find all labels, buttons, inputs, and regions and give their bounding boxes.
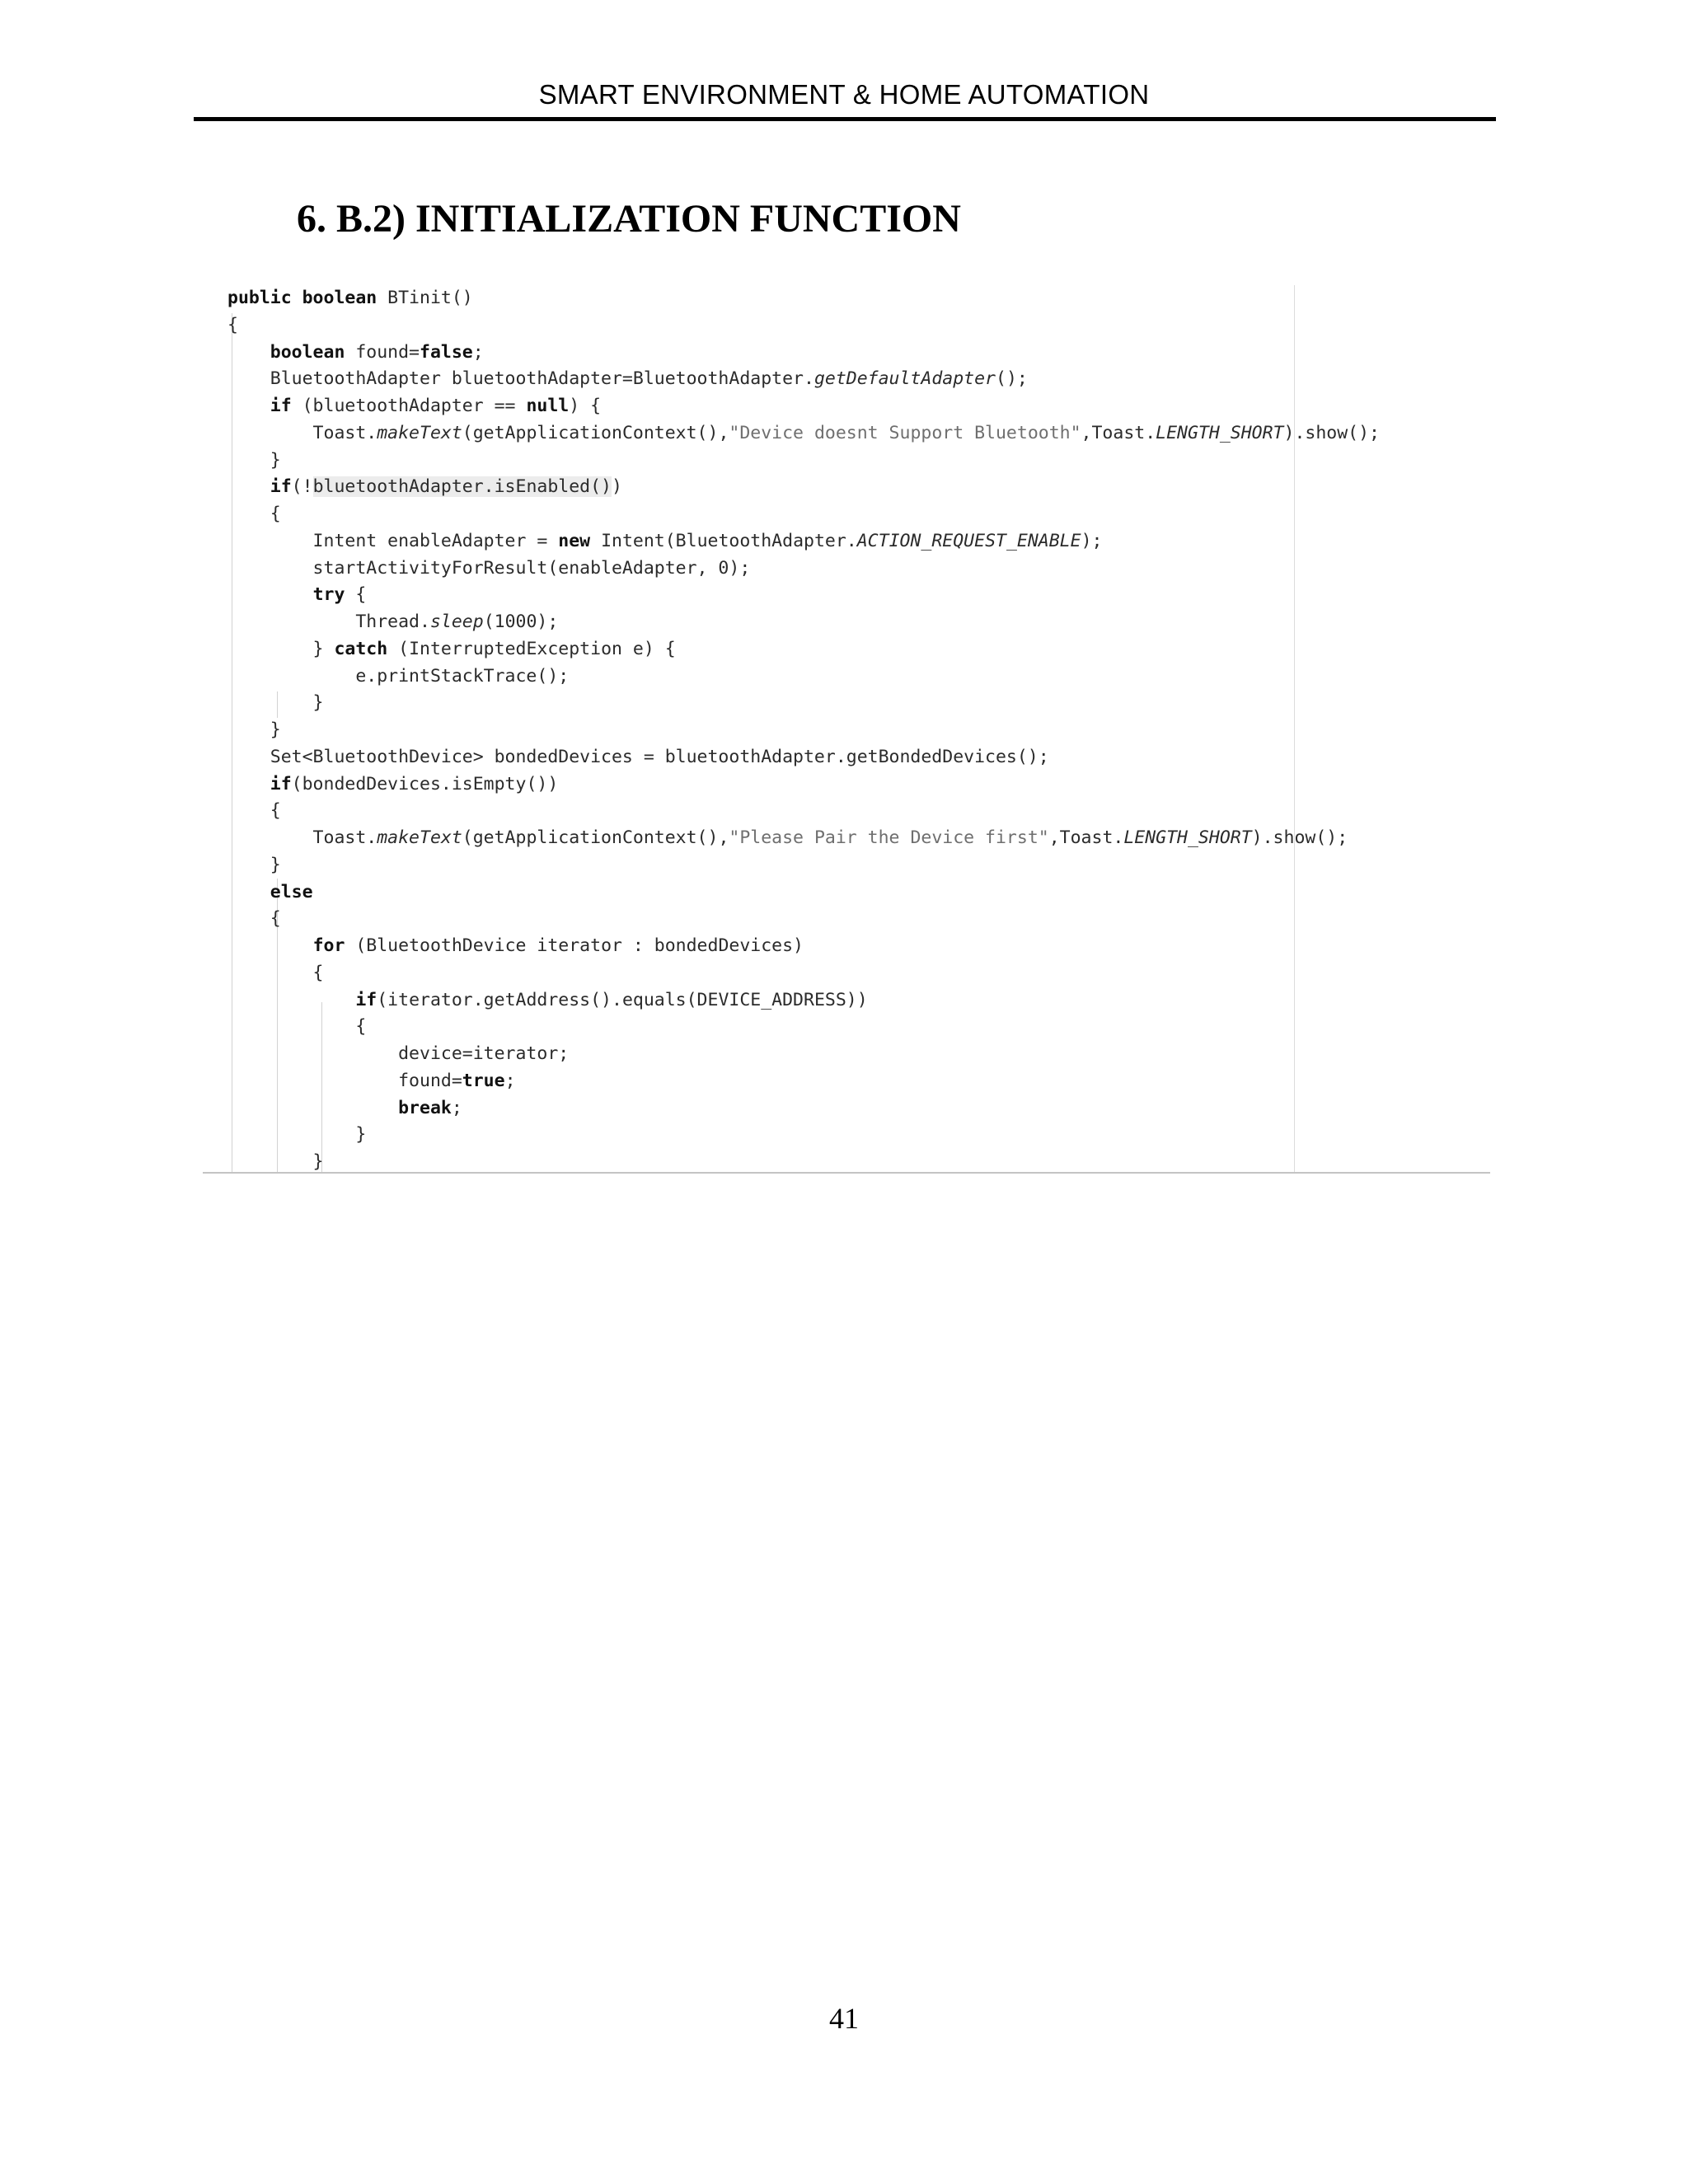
- code-token: "Please Pair the Device first": [729, 827, 1049, 848]
- code-line: [227, 582, 1380, 609]
- code-token: }: [227, 449, 281, 471]
- code-token: LENGTH_SHORT: [1123, 827, 1252, 848]
- code-token: Thread.: [227, 612, 430, 632]
- code-token: [227, 774, 270, 794]
- code-token: }: [227, 692, 324, 714]
- code-token: ;: [504, 1070, 516, 1091]
- code-token: }: [227, 854, 281, 875]
- code-token: BluetoothAdapter bluetoothAdapter=BluetoothAdapter.: [227, 368, 814, 390]
- code-token: (!: [291, 476, 313, 498]
- code-token: Intent(BluetoothAdapter.: [590, 530, 857, 551]
- section-heading: 6. B.2) INITIALIZATION FUNCTION: [297, 197, 961, 241]
- code-line: [227, 555, 1380, 583]
- code-token: ,Toast.: [1048, 827, 1124, 848]
- code-token: ,Toast.: [1081, 422, 1156, 443]
- code-token: true: [462, 1070, 505, 1091]
- code-line: [227, 474, 1380, 501]
- code-line: [227, 1095, 1380, 1122]
- code-line: [227, 609, 1380, 636]
- code-line: [227, 663, 1380, 691]
- code-token: Set<BluetoothDevice> bondedDevices = bluetoothAdapter.getBondedDevices();: [227, 746, 1049, 767]
- code-token: ACTION_REQUEST_ENABLE: [856, 530, 1081, 551]
- code-line: [227, 448, 1380, 475]
- code-token: if: [355, 989, 377, 1010]
- code-token: (iterator.getAddress().equals(DEVICE_ADDRESS)): [377, 989, 868, 1010]
- code-token: new: [558, 530, 591, 551]
- code-token: {: [227, 962, 324, 983]
- code-token: (InterruptedException e) {: [387, 638, 676, 659]
- code-token: Toast.: [227, 422, 377, 443]
- code-token: [227, 1098, 398, 1118]
- code-token: LENGTH_SHORT: [1156, 422, 1284, 443]
- code-token: }: [227, 1124, 367, 1146]
- code-line: [227, 285, 1380, 312]
- code-token: if: [270, 773, 292, 794]
- code-token: null: [526, 396, 570, 416]
- code-line: [227, 528, 1380, 555]
- code-line: [227, 798, 1380, 825]
- code-line: [227, 744, 1380, 771]
- code-token: }: [227, 1151, 324, 1172]
- code-token: [227, 396, 270, 416]
- code-token: (bluetoothAdapter ==: [291, 396, 527, 416]
- code-token: [227, 990, 355, 1010]
- code-token: startActivityForResult(enableAdapter, 0);: [227, 557, 751, 579]
- code-token: (bondedDevices.isEmpty()): [291, 773, 559, 794]
- code-token: false: [420, 341, 473, 363]
- code-token: [227, 882, 270, 902]
- code-line: [227, 717, 1380, 744]
- page-number: 41: [829, 2002, 859, 2035]
- code-token: {: [227, 1016, 367, 1038]
- code-block: [227, 285, 1380, 1176]
- code-token: makeText: [377, 422, 462, 443]
- code-line: [227, 690, 1380, 717]
- code-token: ) {: [569, 396, 602, 416]
- code-token: break: [398, 1097, 452, 1118]
- code-line: [227, 393, 1380, 420]
- code-token: bluetoothAdapter.isEnabled(): [312, 476, 612, 498]
- code-token: if: [270, 476, 292, 498]
- code-token: {: [227, 800, 281, 822]
- code-token: catch: [334, 638, 388, 659]
- code-token: BTinit(): [387, 288, 473, 308]
- code-line: [227, 852, 1380, 879]
- code-token: public boolean: [227, 288, 388, 308]
- code-token: getDefaultAdapter: [814, 368, 996, 390]
- code-token: }: [227, 638, 335, 659]
- code-token: }: [227, 719, 281, 740]
- code-token: ;: [451, 1097, 462, 1118]
- code-token: ).show();: [1251, 827, 1348, 848]
- code-token: ;: [472, 341, 484, 363]
- code-token: found=: [227, 1070, 462, 1091]
- code-token: if: [270, 396, 292, 416]
- code-token: [227, 342, 270, 363]
- code-line: [227, 825, 1380, 852]
- code-token: [227, 584, 313, 605]
- code-token: [227, 935, 313, 956]
- code-line: [227, 987, 1380, 1015]
- code-line: [227, 933, 1380, 960]
- code-token: ();: [996, 368, 1028, 390]
- code-token: Intent enableAdapter =: [227, 530, 559, 551]
- code-token: );: [1081, 530, 1103, 551]
- code-line: [227, 312, 1380, 340]
- code-token: boolean: [270, 341, 345, 363]
- code-token: (1000);: [483, 612, 559, 632]
- code-bottom-rule: [203, 1172, 1490, 1174]
- code-token: for: [312, 935, 345, 956]
- code-token: found=: [345, 341, 420, 363]
- code-line: [227, 366, 1380, 393]
- code-token: {: [227, 504, 281, 524]
- code-token: [227, 476, 270, 497]
- code-line: [227, 501, 1380, 528]
- code-token: device=iterator;: [227, 1043, 570, 1064]
- code-line: [227, 1041, 1380, 1068]
- code-line: [227, 771, 1380, 799]
- header-rule: [194, 117, 1496, 121]
- code-token: try: [312, 584, 345, 606]
- code-line: [227, 420, 1380, 448]
- code-token: "Device doesnt Support Bluetooth": [729, 422, 1081, 443]
- code-line: [227, 1122, 1380, 1149]
- code-line: [227, 906, 1380, 933]
- code-token: Toast.: [227, 827, 377, 848]
- code-line: [227, 636, 1380, 663]
- code-token: {: [227, 908, 281, 930]
- code-token: sleep: [429, 612, 484, 632]
- code-token: (getApplicationContext(),: [462, 827, 729, 848]
- code-token: (getApplicationContext(),: [462, 422, 729, 443]
- code-screenshot: [203, 285, 1490, 1174]
- code-line: [227, 879, 1380, 907]
- code-line: [227, 1014, 1380, 1041]
- code-token: (BluetoothDevice iterator : bondedDevices): [345, 935, 804, 956]
- code-token: makeText: [377, 827, 462, 848]
- code-line: [227, 340, 1380, 367]
- code-token: e.printStackTrace();: [227, 665, 570, 687]
- code-token: else: [270, 881, 313, 902]
- code-token: {: [345, 584, 367, 606]
- code-line: [227, 1068, 1380, 1095]
- running-header: SMART ENVIRONMENT & HOME AUTOMATION: [538, 79, 1150, 110]
- code-token: ).show();: [1283, 422, 1380, 443]
- code-token: ): [612, 476, 622, 498]
- code-token: {: [227, 314, 238, 335]
- code-line: [227, 960, 1380, 987]
